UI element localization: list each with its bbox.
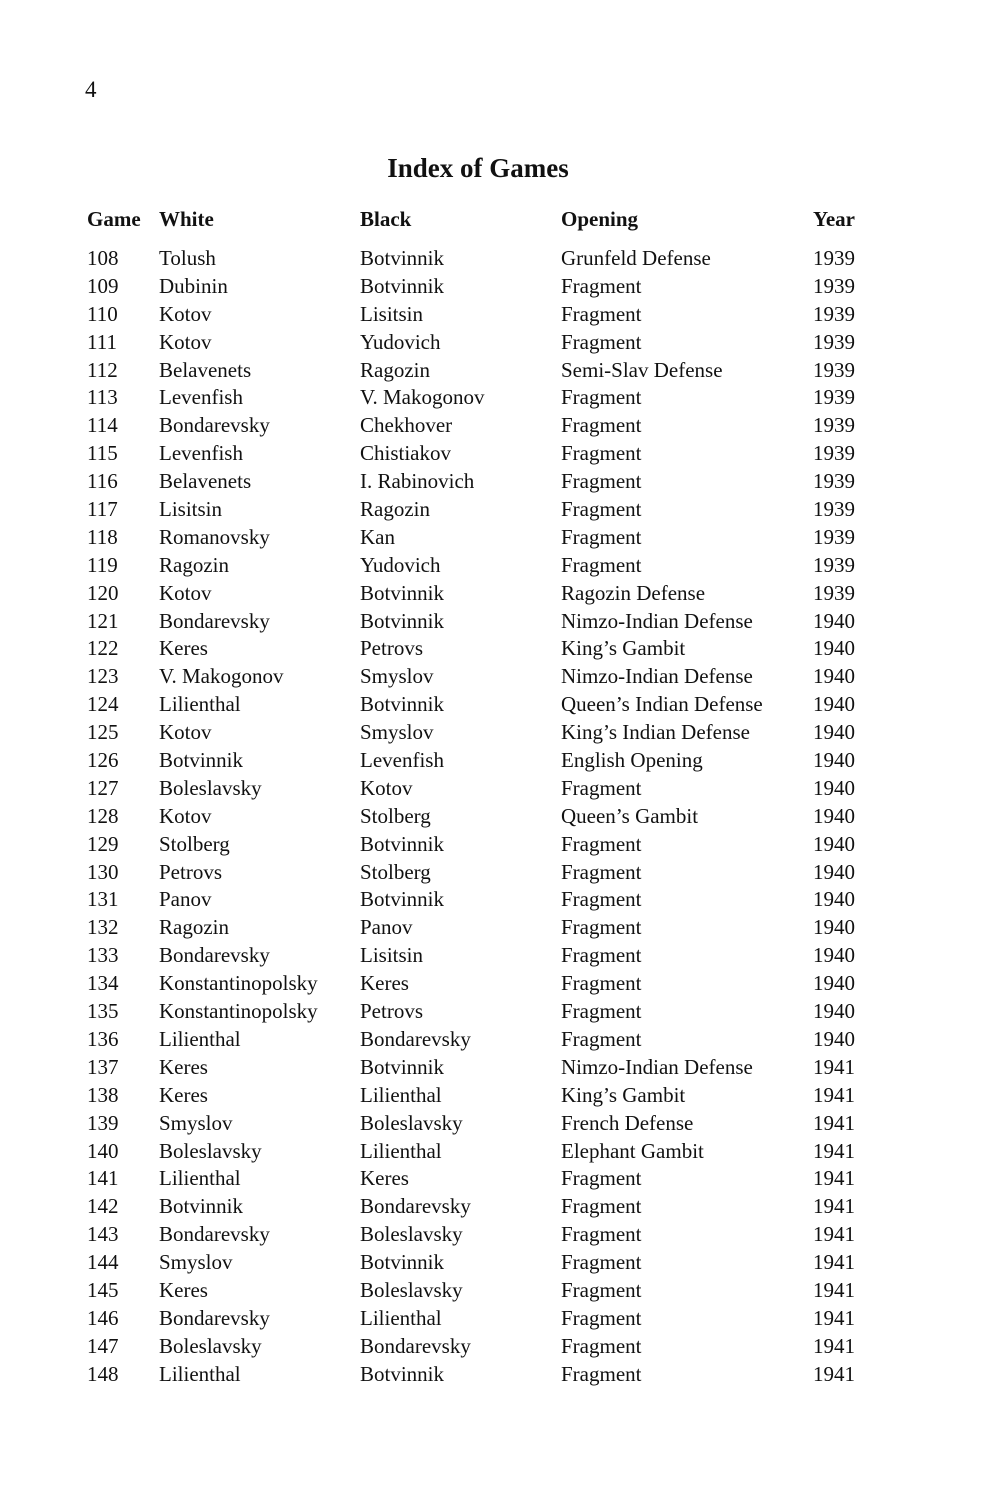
- table-row: [87, 1305, 873, 1333]
- game-number-cell: 148: [87, 1361, 119, 1386]
- table-row: [87, 719, 873, 747]
- opening-cell: Nimzo-Indian Defense: [561, 1054, 753, 1079]
- black-player-cell: Smyslov: [360, 720, 434, 745]
- year-cell: 1940: [813, 915, 855, 940]
- table-row: [87, 1138, 873, 1166]
- game-number-cell: 116: [87, 469, 118, 494]
- black-player-cell: Petrovs: [360, 999, 423, 1024]
- table-row: [87, 1277, 873, 1305]
- black-player-cell: Ragozin: [360, 357, 430, 382]
- table-header-row: [87, 205, 873, 233]
- black-player-cell: Botvinnik: [360, 1361, 445, 1386]
- game-number-cell: 141: [87, 1166, 119, 1191]
- table-row: [87, 273, 873, 301]
- opening-cell: King’s Indian Defense: [561, 720, 750, 745]
- opening-cell: Fragment: [561, 775, 642, 800]
- year-cell: 1941: [813, 1361, 855, 1386]
- opening-cell: Fragment: [561, 273, 642, 298]
- white-player-cell: Bondarevsky: [159, 1305, 270, 1330]
- black-player-cell: Lilienthal: [360, 1305, 442, 1330]
- game-number-cell: 113: [87, 385, 118, 410]
- white-player-cell: Lilienthal: [159, 1361, 241, 1386]
- table-row: [87, 1165, 873, 1193]
- white-player-cell: Kotov: [159, 803, 212, 828]
- black-player-cell: Botvinnik: [360, 608, 445, 633]
- table-row: [87, 496, 873, 524]
- year-cell: 1940: [813, 831, 855, 856]
- black-player-cell: Petrovs: [360, 636, 423, 661]
- black-player-cell: Boleslavsky: [360, 1277, 463, 1302]
- year-cell: 1941: [813, 1194, 855, 1219]
- opening-cell: Fragment: [561, 999, 642, 1024]
- year-cell: 1941: [813, 1110, 855, 1135]
- table-row: [87, 775, 873, 803]
- white-player-cell: Boleslavsky: [159, 1138, 262, 1163]
- black-player-cell: Bondarevsky: [360, 1333, 471, 1358]
- black-player-cell: Botvinnik: [360, 887, 445, 912]
- black-player-cell: I. Rabinovich: [360, 469, 475, 494]
- white-player-cell: Keres: [159, 636, 208, 661]
- table-body: [87, 245, 873, 1389]
- year-cell: 1940: [813, 720, 855, 745]
- year-cell: 1939: [813, 301, 855, 326]
- opening-cell: Fragment: [561, 524, 642, 549]
- game-number-cell: 133: [87, 943, 119, 968]
- black-player-cell: Keres: [360, 971, 409, 996]
- black-player-cell: Smyslov: [360, 664, 434, 689]
- black-player-cell: Boleslavsky: [360, 1110, 463, 1135]
- black-player-cell: Yudovich: [360, 552, 441, 577]
- white-player-cell: Botvinnik: [159, 1194, 244, 1219]
- table-row: [87, 552, 873, 580]
- white-player-cell: Keres: [159, 1082, 208, 1107]
- year-cell: 1939: [813, 385, 855, 410]
- opening-cell: Fragment: [561, 552, 642, 577]
- opening-cell: Fragment: [561, 301, 642, 326]
- game-number-cell: 147: [87, 1333, 119, 1358]
- table-row: [87, 1333, 873, 1361]
- table-row: [87, 859, 873, 887]
- white-player-cell: Lilienthal: [159, 1166, 241, 1191]
- black-player-cell: Yudovich: [360, 329, 441, 354]
- year-cell: 1939: [813, 552, 855, 577]
- game-number-cell: 131: [87, 887, 119, 912]
- table-row: [87, 914, 873, 942]
- white-player-cell: Botvinnik: [159, 748, 244, 773]
- black-player-cell: Chistiakov: [360, 441, 452, 466]
- table-row: [87, 1361, 873, 1389]
- game-number-cell: 108: [87, 246, 119, 270]
- table-row: [87, 803, 873, 831]
- opening-cell: Fragment: [561, 915, 642, 940]
- opening-cell: French Defense: [561, 1110, 694, 1135]
- table-row: [87, 384, 873, 412]
- game-number-cell: 117: [87, 497, 118, 522]
- opening-cell: Fragment: [561, 1166, 642, 1191]
- game-number-cell: 146: [87, 1305, 119, 1330]
- year-cell: 1939: [813, 580, 855, 605]
- year-cell: 1940: [813, 999, 855, 1024]
- game-number-cell: 121: [87, 608, 119, 633]
- black-player-cell: Lisitsin: [360, 301, 424, 326]
- opening-cell: King’s Gambit: [561, 1082, 686, 1107]
- white-player-cell: Stolberg: [159, 831, 230, 856]
- header-game: Game: [87, 207, 141, 231]
- year-cell: 1939: [813, 329, 855, 354]
- year-cell: 1940: [813, 748, 855, 773]
- black-player-cell: Keres: [360, 1166, 409, 1191]
- year-cell: 1940: [813, 664, 855, 689]
- year-cell: 1941: [813, 1166, 855, 1191]
- opening-cell: Queen’s Gambit: [561, 803, 699, 828]
- white-player-cell: Lilienthal: [159, 692, 241, 717]
- table-row: [87, 1054, 873, 1082]
- opening-cell: Fragment: [561, 469, 642, 494]
- table-row: [87, 1082, 873, 1110]
- game-number-cell: 127: [87, 775, 119, 800]
- header-year: Year: [813, 207, 855, 231]
- year-cell: 1940: [813, 608, 855, 633]
- year-cell: 1941: [813, 1333, 855, 1358]
- black-player-cell: Kotov: [360, 775, 413, 800]
- black-player-cell: Chekhover: [360, 413, 453, 438]
- black-player-cell: Botvinnik: [360, 1250, 445, 1275]
- year-cell: 1940: [813, 803, 855, 828]
- header-opening: Opening: [561, 207, 639, 231]
- year-cell: 1941: [813, 1138, 855, 1163]
- table-row: [87, 1193, 873, 1221]
- game-number-cell: 140: [87, 1138, 119, 1163]
- year-cell: 1939: [813, 524, 855, 549]
- opening-cell: Queen’s Indian Defense: [561, 692, 763, 717]
- white-player-cell: Lisitsin: [159, 497, 223, 522]
- year-cell: 1940: [813, 1026, 855, 1051]
- table-row: [87, 1221, 873, 1249]
- white-player-cell: Belavenets: [159, 357, 252, 382]
- black-player-cell: Bondarevsky: [360, 1194, 471, 1219]
- opening-cell: Fragment: [561, 385, 642, 410]
- game-number-cell: 112: [87, 357, 118, 382]
- game-number-cell: 124: [87, 692, 119, 717]
- opening-cell: Fragment: [561, 1026, 642, 1051]
- black-player-cell: Boleslavsky: [360, 1222, 463, 1247]
- year-cell: 1940: [813, 943, 855, 968]
- table-row: [87, 998, 873, 1026]
- game-number-cell: 128: [87, 803, 119, 828]
- white-player-cell: Bondarevsky: [159, 943, 270, 968]
- year-cell: 1940: [813, 775, 855, 800]
- black-player-cell: Ragozin: [360, 497, 430, 522]
- white-player-cell: Kotov: [159, 329, 212, 354]
- game-number-cell: 122: [87, 636, 119, 661]
- white-player-cell: Dubinin: [159, 273, 228, 298]
- white-player-cell: Levenfish: [159, 441, 243, 466]
- game-number-cell: 139: [87, 1110, 119, 1135]
- opening-cell: Grunfeld Defense: [561, 246, 711, 270]
- header-white: White: [159, 207, 214, 231]
- white-player-cell: Smyslov: [159, 1250, 233, 1275]
- table-row: [87, 1249, 873, 1277]
- game-number-cell: 118: [87, 524, 118, 549]
- white-player-cell: Boleslavsky: [159, 1333, 262, 1358]
- white-player-cell: Kotov: [159, 720, 212, 745]
- game-number-cell: 145: [87, 1277, 119, 1302]
- white-player-cell: Lilienthal: [159, 1026, 241, 1051]
- game-number-cell: 136: [87, 1026, 119, 1051]
- year-cell: 1941: [813, 1250, 855, 1275]
- year-cell: 1939: [813, 469, 855, 494]
- opening-cell: Fragment: [561, 859, 642, 884]
- game-number-cell: 135: [87, 999, 119, 1024]
- white-player-cell: Konstantinopolsky: [159, 999, 318, 1024]
- year-cell: 1941: [813, 1054, 855, 1079]
- opening-cell: Fragment: [561, 1333, 642, 1358]
- black-player-cell: Botvinnik: [360, 831, 445, 856]
- game-number-cell: 138: [87, 1082, 119, 1107]
- table-row: [87, 691, 873, 719]
- table-row: [87, 942, 873, 970]
- opening-cell: Fragment: [561, 1305, 642, 1330]
- table-row: [87, 468, 873, 496]
- opening-cell: Fragment: [561, 441, 642, 466]
- black-player-cell: Botvinnik: [360, 692, 445, 717]
- game-number-cell: 115: [87, 441, 118, 466]
- table-row: [87, 635, 873, 663]
- white-player-cell: Kotov: [159, 301, 212, 326]
- white-player-cell: V. Makogonov: [159, 664, 284, 689]
- table-row: [87, 1026, 873, 1054]
- black-player-cell: Lisitsin: [360, 943, 424, 968]
- white-player-cell: Konstantinopolsky: [159, 971, 318, 996]
- game-number-cell: 120: [87, 580, 119, 605]
- opening-cell: Fragment: [561, 1361, 642, 1386]
- game-number-cell: 129: [87, 831, 119, 856]
- opening-cell: Fragment: [561, 497, 642, 522]
- white-player-cell: Levenfish: [159, 385, 243, 410]
- year-cell: 1941: [813, 1305, 855, 1330]
- table-row: [87, 1110, 873, 1138]
- white-player-cell: Keres: [159, 1054, 208, 1079]
- white-player-cell: Petrovs: [159, 859, 222, 884]
- year-cell: 1939: [813, 441, 855, 466]
- game-number-cell: 125: [87, 720, 119, 745]
- header-black: Black: [360, 207, 412, 231]
- table-row: [87, 580, 873, 608]
- opening-cell: Fragment: [561, 1250, 642, 1275]
- year-cell: 1941: [813, 1222, 855, 1247]
- white-player-cell: Keres: [159, 1277, 208, 1302]
- opening-cell: Semi-Slav Defense: [561, 357, 723, 382]
- white-player-cell: Smyslov: [159, 1110, 233, 1135]
- white-player-cell: Belavenets: [159, 469, 252, 494]
- black-player-cell: Lilienthal: [360, 1082, 442, 1107]
- opening-cell: Nimzo-Indian Defense: [561, 664, 753, 689]
- game-number-cell: 132: [87, 915, 119, 940]
- table-row: [87, 970, 873, 998]
- opening-cell: Nimzo-Indian Defense: [561, 608, 753, 633]
- game-number-cell: 123: [87, 664, 119, 689]
- page-number: 4: [85, 77, 97, 102]
- opening-cell: Fragment: [561, 1222, 642, 1247]
- black-player-cell: Kan: [360, 524, 395, 549]
- opening-cell: English Opening: [561, 748, 703, 773]
- opening-cell: Fragment: [561, 831, 642, 856]
- game-number-cell: 143: [87, 1222, 119, 1247]
- game-number-cell: 137: [87, 1054, 119, 1079]
- opening-cell: Elephant Gambit: [561, 1138, 704, 1163]
- black-player-cell: Lilienthal: [360, 1138, 442, 1163]
- black-player-cell: Botvinnik: [360, 273, 445, 298]
- black-player-cell: Botvinnik: [360, 246, 445, 270]
- table-row: [87, 663, 873, 691]
- game-number-cell: 109: [87, 273, 119, 298]
- black-player-cell: Panov: [360, 915, 413, 940]
- game-number-cell: 111: [87, 329, 117, 354]
- opening-cell: Fragment: [561, 943, 642, 968]
- year-cell: 1941: [813, 1277, 855, 1302]
- year-cell: 1939: [813, 246, 855, 270]
- white-player-cell: Ragozin: [159, 915, 229, 940]
- table-row: [87, 831, 873, 859]
- game-number-cell: 119: [87, 552, 118, 577]
- table-row: [87, 524, 873, 552]
- year-cell: 1939: [813, 413, 855, 438]
- table-row: [87, 412, 873, 440]
- black-player-cell: Botvinnik: [360, 1054, 445, 1079]
- black-player-cell: Bondarevsky: [360, 1026, 471, 1051]
- black-player-cell: Stolberg: [360, 803, 431, 828]
- white-player-cell: Romanovsky: [159, 524, 270, 549]
- table-row: [87, 357, 873, 385]
- opening-cell: Fragment: [561, 887, 642, 912]
- year-cell: 1940: [813, 971, 855, 996]
- year-cell: 1939: [813, 357, 855, 382]
- white-player-cell: Bondarevsky: [159, 608, 270, 633]
- year-cell: 1940: [813, 859, 855, 884]
- opening-cell: Fragment: [561, 971, 642, 996]
- year-cell: 1939: [813, 497, 855, 522]
- black-player-cell: Levenfish: [360, 748, 444, 773]
- table-row: [87, 747, 873, 775]
- year-cell: 1940: [813, 692, 855, 717]
- year-cell: 1940: [813, 636, 855, 661]
- game-number-cell: 144: [87, 1250, 119, 1275]
- table-row: [87, 301, 873, 329]
- game-number-cell: 110: [87, 301, 118, 326]
- opening-cell: Fragment: [561, 1194, 642, 1219]
- white-player-cell: Bondarevsky: [159, 1222, 270, 1247]
- table-row: [87, 440, 873, 468]
- table-row: [87, 608, 873, 636]
- opening-cell: Fragment: [561, 413, 642, 438]
- game-number-cell: 142: [87, 1194, 119, 1219]
- game-number-cell: 130: [87, 859, 119, 884]
- year-cell: 1939: [813, 273, 855, 298]
- games-index-table: [87, 205, 873, 1389]
- opening-cell: Fragment: [561, 1277, 642, 1302]
- game-number-cell: 126: [87, 748, 119, 773]
- opening-cell: King’s Gambit: [561, 636, 686, 661]
- page-title: Index of Games: [387, 153, 569, 183]
- white-player-cell: Bondarevsky: [159, 413, 270, 438]
- white-player-cell: Tolush: [159, 246, 216, 270]
- table-row: [87, 886, 873, 914]
- opening-cell: Fragment: [561, 329, 642, 354]
- table-row: [87, 329, 873, 357]
- year-cell: 1941: [813, 1082, 855, 1107]
- black-player-cell: V. Makogonov: [360, 385, 485, 410]
- year-cell: 1940: [813, 887, 855, 912]
- opening-cell: Ragozin Defense: [561, 580, 706, 605]
- white-player-cell: Kotov: [159, 580, 212, 605]
- game-number-cell: 134: [87, 971, 119, 996]
- black-player-cell: Stolberg: [360, 859, 431, 884]
- white-player-cell: Boleslavsky: [159, 775, 262, 800]
- table-row: [87, 245, 873, 273]
- white-player-cell: Ragozin: [159, 552, 229, 577]
- game-number-cell: 114: [87, 413, 118, 438]
- black-player-cell: Botvinnik: [360, 580, 445, 605]
- white-player-cell: Panov: [159, 887, 212, 912]
